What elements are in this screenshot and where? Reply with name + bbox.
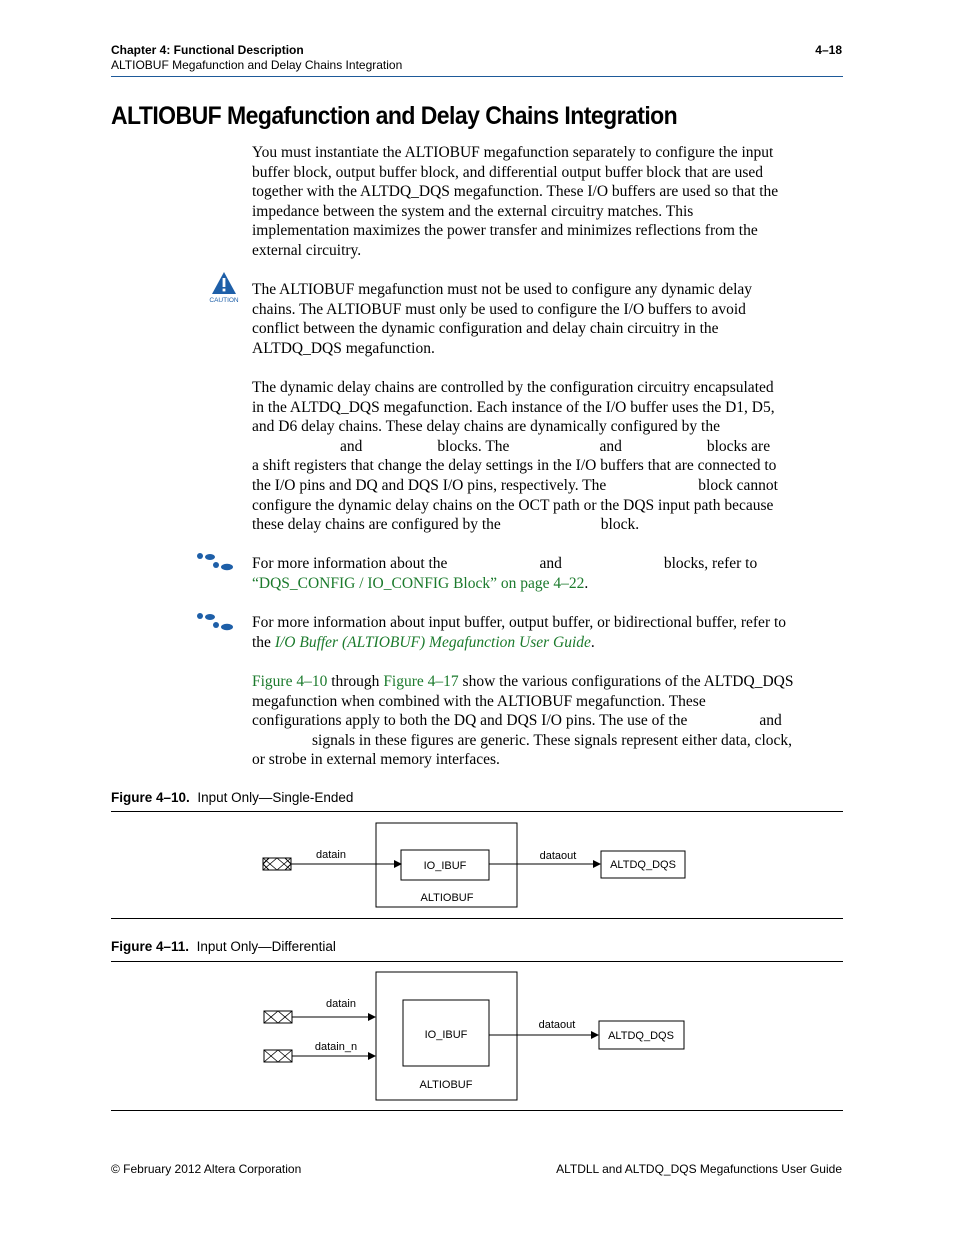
- text-fragment: blocks. The: [437, 437, 510, 455]
- note-dqs-config: [252, 554, 842, 593]
- text-fragment: block cannot: [698, 476, 778, 494]
- text-line: [252, 672, 842, 692]
- figure-rule: [111, 918, 843, 919]
- figure-4-10-link[interactable]: Figure 4–10: [252, 673, 328, 690]
- text-line: chains. The ALTIOBUF must only be used to configure the I/O buffers to avoid: [252, 300, 746, 318]
- text-line: or strobe in external memory interfaces.: [252, 751, 500, 769]
- text-line: impedance between the system and the external circuitry matches. This: [252, 202, 694, 220]
- text-fragment: and: [340, 437, 363, 455]
- datain-n-label: datain_n: [314, 1041, 358, 1053]
- text-line: configure the dynamic delay chains on the OCT path or the DQS input path because: [252, 496, 774, 514]
- text-line: You must instantiate the ALTIOBUF megafunction separately to configure the input: [252, 144, 774, 161]
- text-line: and D6 delay chains. These delay chains are dynamically configured by the: [252, 418, 720, 436]
- caution-icon-label: CAUTION: [209, 297, 239, 304]
- text-line: together with the ALTDQ_DQS megafunction. These I/O buffers are used so that the: [252, 183, 779, 201]
- delay-chain-paragraph: [252, 378, 842, 535]
- text-fragment: these delay chains are configured by the: [252, 516, 501, 534]
- io-ibuf-label: IO_IBUF: [424, 1029, 468, 1041]
- text-line: external circuitry.: [252, 241, 362, 259]
- note-io-buffer: [252, 613, 842, 652]
- header-rule: [111, 76, 843, 77]
- text-line: megafunction when combined with the ALTIOBUF megafunction. These: [252, 692, 706, 710]
- text-line: [252, 437, 842, 457]
- chapter-header: Chapter 4: Functional Description: [111, 43, 304, 57]
- text-line: a shift registers that change the delay settings in the I/O buffers that are connected to: [252, 457, 777, 475]
- text-fragment: .: [584, 574, 589, 592]
- figure-4-11-diagram: [111, 962, 843, 1110]
- note-icon: [196, 553, 234, 573]
- altiobuf-label: ALTIOBUF: [420, 892, 474, 904]
- text-line: in the ALTDQ_DQS megafunction. Each instance of the I/O buffer uses the D1, D5,: [252, 398, 775, 416]
- text-fragment: and: [599, 437, 622, 455]
- text-line: [252, 731, 842, 751]
- input-pin-icon: [264, 1050, 292, 1062]
- text-line: [252, 574, 842, 594]
- text-fragment: show the various configurations of the ALTDQ_DQS: [462, 673, 794, 690]
- altdq-dqs-label: ALTDQ_DQS: [608, 1030, 674, 1042]
- figure-rule: [111, 1110, 843, 1111]
- io-ibuf-label: IO_IBUF: [423, 860, 467, 872]
- figure-4-10-diagram: [111, 812, 843, 918]
- altdq-dqs-label: ALTDQ_DQS: [610, 859, 676, 871]
- text-fragment: For more information about the: [252, 555, 448, 572]
- input-pin-icon: [264, 1011, 292, 1023]
- caution-icon: [207, 271, 241, 305]
- altiobuf-label: ALTIOBUF: [419, 1079, 473, 1091]
- dataout-label: dataout: [539, 850, 577, 862]
- text-line: implementation maximizes the power transfer and minimizes reflections from the: [252, 222, 758, 240]
- text-line: [252, 515, 842, 535]
- figure-4-11-caption: [111, 939, 336, 954]
- figure-label: Figure 4–10.: [111, 790, 190, 805]
- io-buffer-guide-link[interactable]: I/O Buffer (ALTIOBUF) Megafunction User Guide: [274, 633, 591, 651]
- text-line: The ALTIOBUF megafunction must not be used to configure any dynamic delay: [252, 281, 753, 298]
- caution-text: [252, 280, 842, 358]
- figures-paragraph: [252, 672, 842, 770]
- text-fragment: through: [331, 673, 380, 690]
- footer-copyright: © February 2012 Altera Corporation: [111, 1162, 302, 1176]
- figure-title: Input Only—Single-Ended: [197, 790, 354, 805]
- figure-label: Figure 4–11.: [111, 939, 190, 954]
- text-fragment: block.: [600, 516, 640, 534]
- figure-title: Input Only—Differential: [196, 939, 336, 954]
- input-pin-icon: [263, 858, 291, 870]
- footer-guide-title: ALTDLL and ALTDQ_DQS Megafunctions User Guide: [556, 1162, 842, 1176]
- intro-paragraph: [252, 143, 842, 261]
- dqs-config-link[interactable]: “DQS_CONFIG / IO_CONFIG Block” on page 4–22: [252, 574, 585, 592]
- text-line: [252, 554, 842, 574]
- text-fragment: and: [759, 712, 782, 730]
- text-line: [252, 633, 842, 653]
- text-line: conflict between the dynamic configuration and delay chain circuitry in the: [252, 320, 719, 338]
- figure-4-10-caption: [111, 790, 353, 805]
- text-fragment: blocks are: [706, 437, 771, 455]
- datain-label: datain: [316, 849, 346, 861]
- text-fragment: and: [539, 555, 562, 572]
- text-line: ALTDQ_DQS megafunction.: [252, 339, 435, 357]
- text-line: The dynamic delay chains are controlled by the configuration circuitry encapsulated: [252, 379, 774, 396]
- figure-4-17-link[interactable]: Figure 4–17: [383, 673, 459, 690]
- text-fragment: the: [252, 633, 271, 651]
- text-line: [252, 476, 842, 496]
- note-icon: [196, 613, 234, 633]
- text-fragment: configurations apply to both the DQ and DQS I/O pins. The use of the: [252, 712, 688, 730]
- datain-label: datain: [326, 998, 356, 1010]
- text-fragment: blocks, refer to: [663, 555, 758, 572]
- text-fragment: signals in these figures are generic. These signals represent either data, clock,: [312, 731, 793, 749]
- text-line: For more information about input buffer, output buffer, or bidirectional buffer, refer to: [252, 614, 787, 631]
- text-line: [252, 711, 842, 731]
- page-title: ALTIOBUF Megafunction and Delay Chains Integration: [111, 102, 678, 130]
- section-header: ALTIOBUF Megafunction and Delay Chains Integration: [111, 58, 403, 72]
- page-number: 4–18: [815, 43, 842, 57]
- text-line: buffer block, output buffer block, and differential output buffer block that are used: [252, 163, 764, 181]
- text-fragment: .: [590, 633, 595, 651]
- dataout-label: dataout: [538, 1019, 576, 1031]
- text-fragment: the I/O pins and DQ and DQS I/O pins, respectively. The: [252, 476, 607, 494]
